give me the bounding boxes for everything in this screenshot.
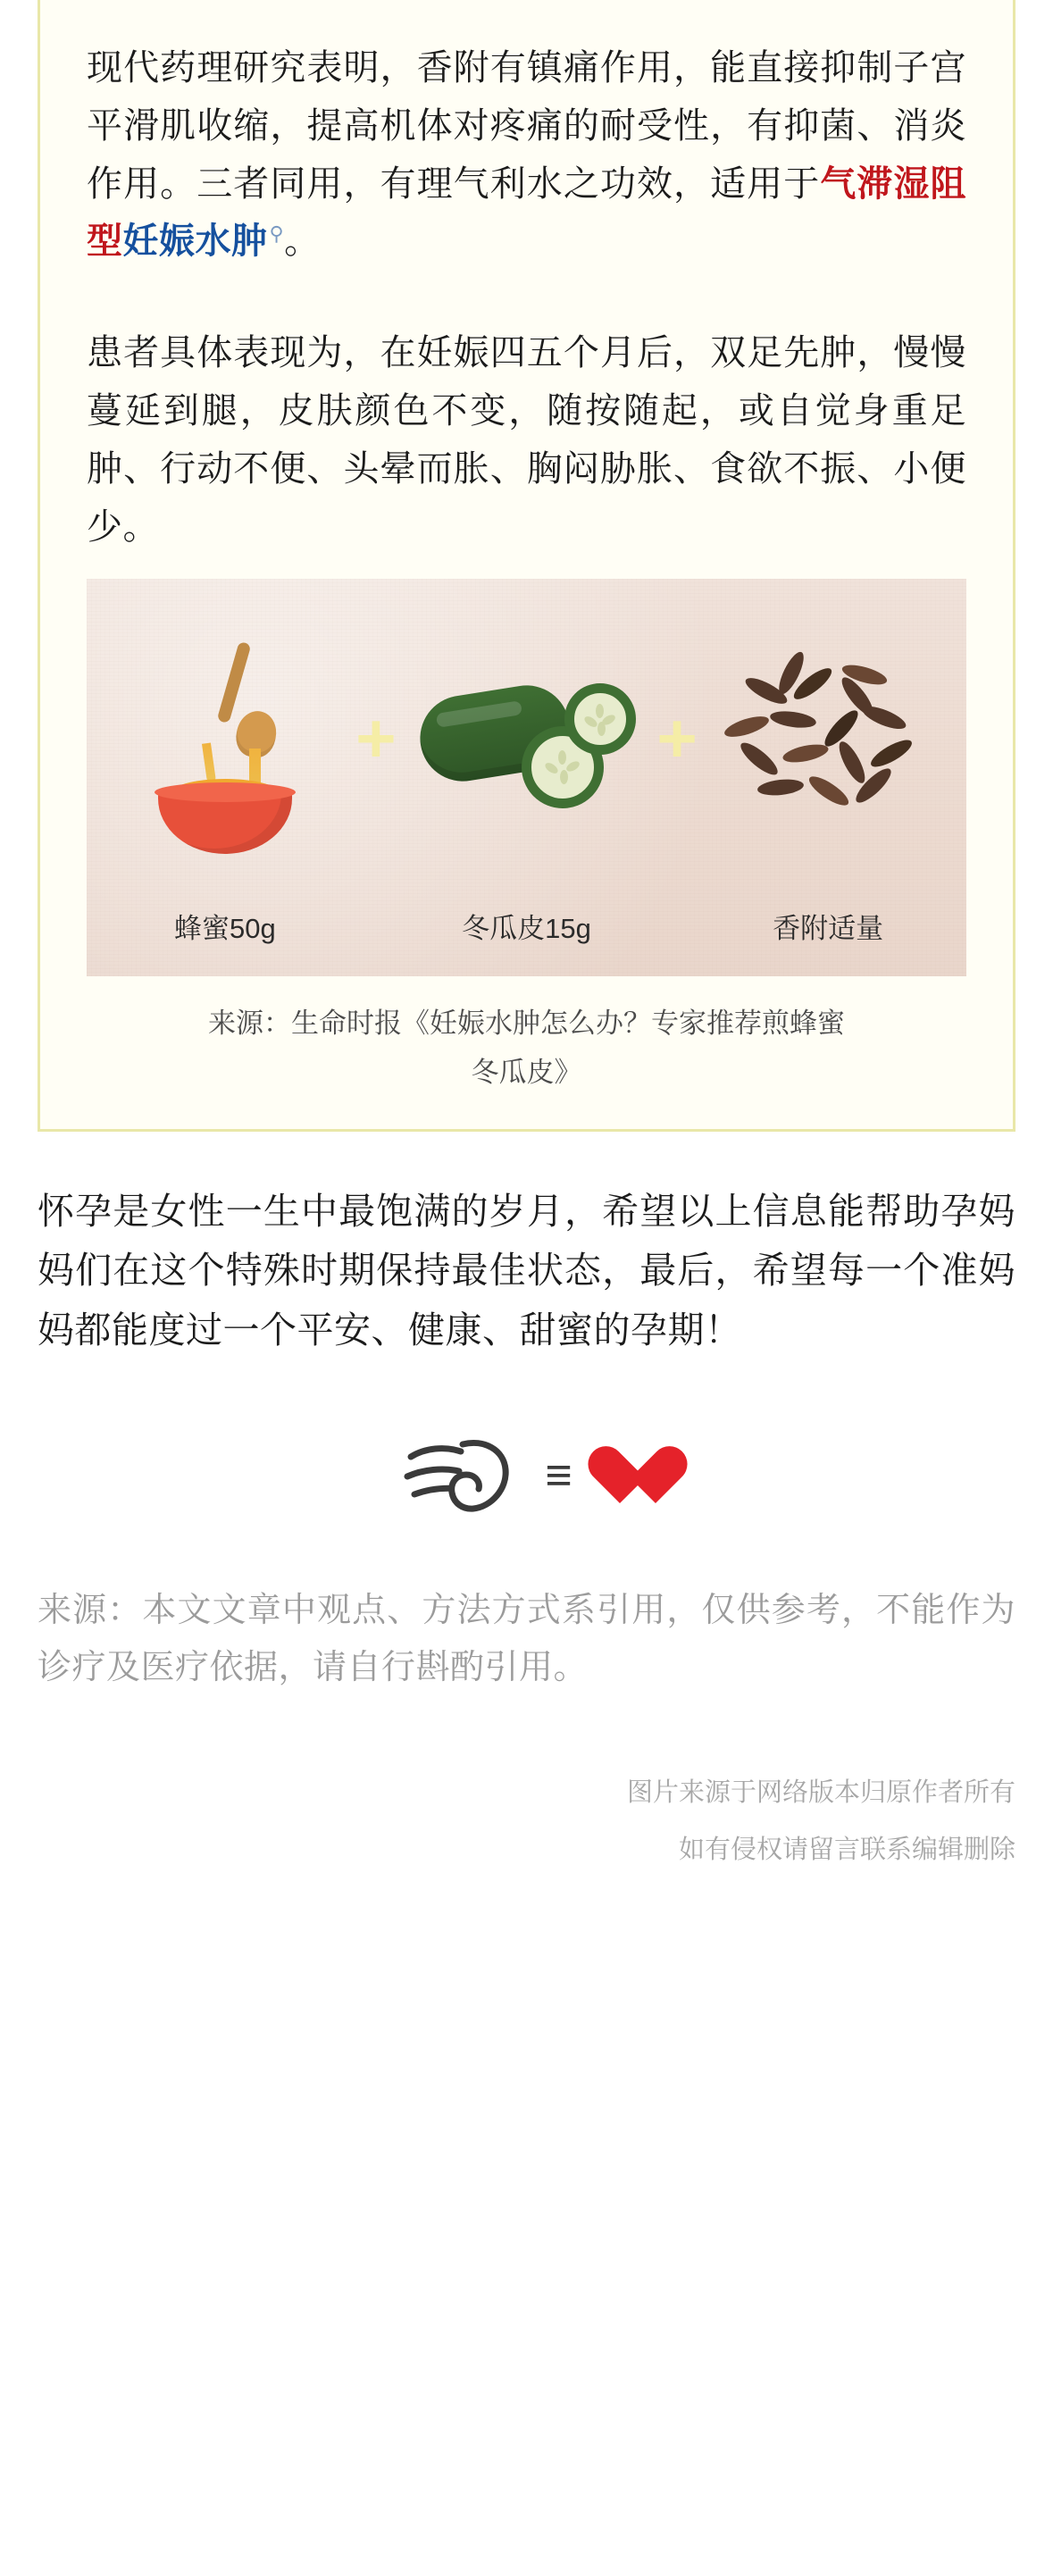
ingredient-honey [113,631,337,863]
keyword-qizhi-shizu: 气滞湿阻型 [87,163,967,262]
equals-sign: ≡ [545,1450,572,1502]
keyword-pregnancy-edema[interactable]: 妊娠水肿 [122,222,268,262]
caption-cyperus: 香附适量 [773,913,884,945]
paragraph-pharmacology-text: 现代药理研究表明，香附有镇痛作用，能直接抑制子宫平滑肌收缩，提高机体对疼痛的耐受性，有抑菌、消炎作用。三者同用，有理气利水之功效，适用于 [87,48,966,204]
closing-section [0,1132,1053,1529]
red-bowl-rim [155,782,296,802]
ingredient-winter-melon [414,631,638,863]
honey-drip-side [202,742,216,782]
highlight-card [38,0,1015,1132]
melon-seeds-back [574,693,626,745]
honey-jar-icon [122,640,328,854]
figure-source-line1: 来源：生命时报《妊娠水肿怎么办？专家推荐煎蜂蜜 [208,1008,845,1040]
honey-dipper-handle [217,641,252,723]
footer-note-infringement: 如有侵权请留言联系编辑删除 [678,1835,1015,1864]
paragraph-pharmacology [87,39,966,271]
plus-sign-2: + [656,698,698,777]
ingredient-cyperus [716,631,940,863]
plus-sign-1: + [355,698,397,777]
closing-paragraph: 怀孕是女性一生中最饱满的岁月，希望以上信息能帮助孕妈妈们在这个特殊时期保持最佳状态，最后，希望每一个准妈妈都能度过一个平安、健康、甜蜜的孕期！ [38,1190,1015,1351]
winter-melon-icon [414,644,638,849]
paragraph-pharmacology-period: 。 [284,222,321,262]
emoji-row [38,1422,1015,1529]
heart-icon [585,1441,655,1510]
footer-notes [38,1765,1015,1879]
figure-source-line2: 冬瓜皮》 [471,1056,582,1088]
caption-honey: 蜂蜜50g [174,913,276,945]
caption-gap-1 [358,906,394,946]
ingredient-captions [87,906,966,946]
figure-source [96,999,957,1097]
footer-note-image-credit: 图片来源于网络版本归原作者所有 [626,1777,1015,1807]
caption-gap-2 [659,906,695,946]
caption-winter-melon: 冬瓜皮15g [462,913,591,945]
disclaimer-text: 来源：本文文章中观点、方法方式系引用，仅供参考，不能作为诊疗及医疗依据，请自行斟酌引用。 [38,1592,1015,1686]
cyperus-herb-icon [716,653,940,841]
search-icon[interactable]: ⚲ [269,222,285,246]
recipe-figure [87,579,966,1097]
pinched-fingers-icon [398,1426,532,1525]
recipe-image [87,579,966,976]
melon-slice-back [564,683,636,755]
paragraph-symptoms: 患者具体表现为，在妊娠四五个月后，双足先肿，慢慢蔓延到腿，皮肤颜色不变，随按随起，或自觉身重足肿、行动不便、头晕而胀、胸闷胁胀、食欲不振、小便少。 [87,333,966,547]
